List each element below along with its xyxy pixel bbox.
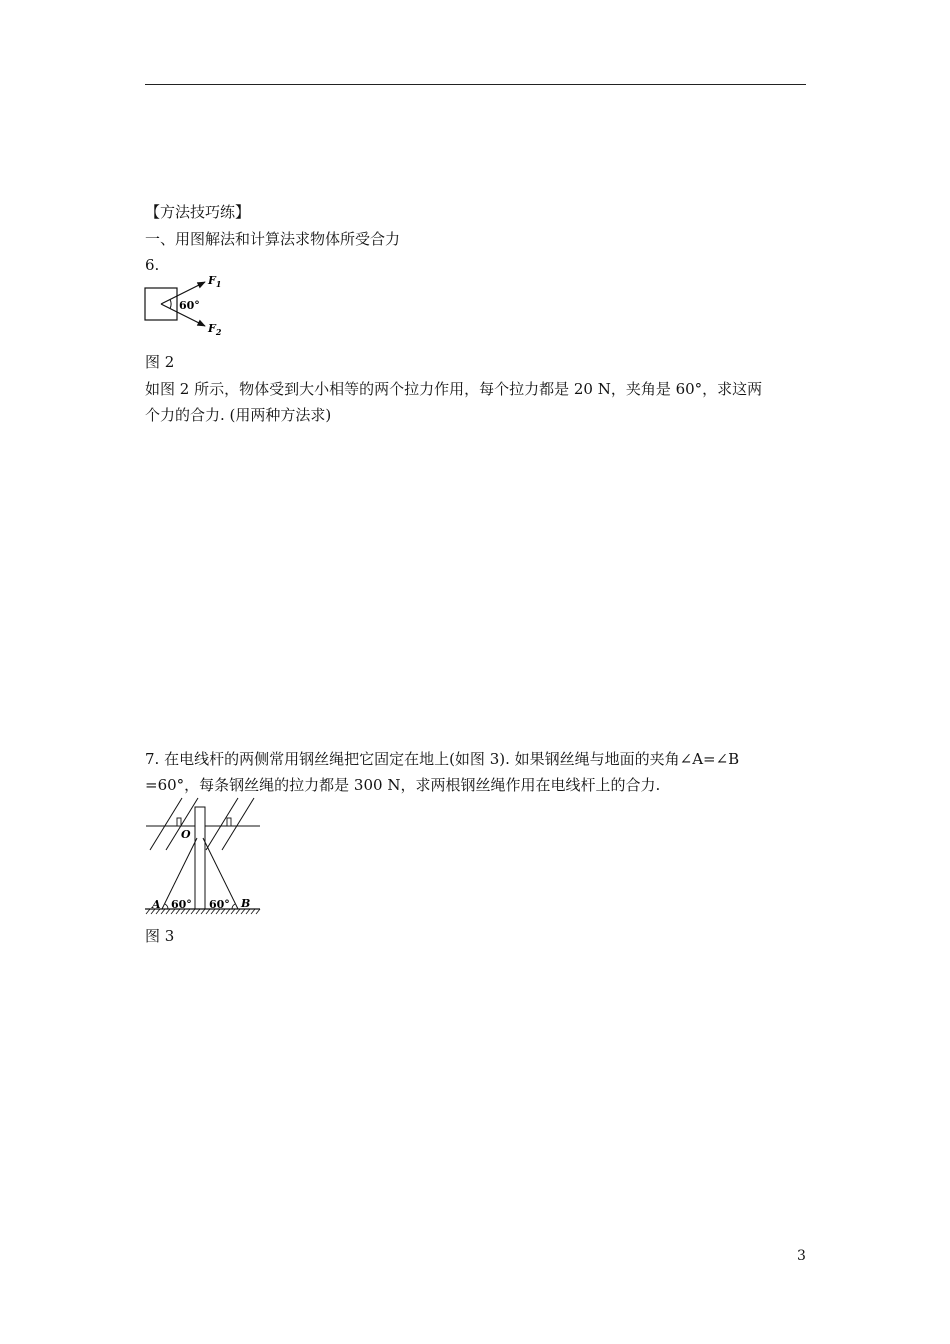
figure-3-caption: 图 3 <box>145 927 175 945</box>
angle-arc-a <box>165 904 168 909</box>
header-rule <box>145 84 806 85</box>
force-f1-label: $F_1$ <box>208 274 222 289</box>
angle-label: 60° <box>179 299 200 312</box>
utility-pole <box>195 807 205 909</box>
page-number: 3 <box>797 1248 806 1264</box>
point-o-label: O <box>181 828 191 841</box>
angle-arc <box>170 300 171 309</box>
point-a-label: A <box>152 898 161 911</box>
problem7-text-line1: 7. 在电线杆的两侧常用钢丝绳把它固定在地上(如图 3). 如果钢丝绳与地面的夹角∠A=∠B <box>145 750 740 768</box>
angle-a-label: 60° <box>171 898 192 911</box>
figure-3-pole-diagram <box>140 798 265 920</box>
figure-2-force-diagram <box>140 272 230 340</box>
problem6-text-line1: 如图 2 所示，物体受到大小相等的两个拉力作用，每个拉力都是 20 N，夹角是 60°，求这两 <box>145 380 763 398</box>
problem6-text-line2: 个力的合力. (用两种方法求) <box>145 406 332 424</box>
problem7-text-line2: =60°，每条钢丝绳的拉力都是 300 N，求两根钢丝绳作用在电线杆上的合力. <box>145 776 661 794</box>
section-title: 【方法技巧练】 <box>145 203 251 221</box>
problem6-number: 6. <box>145 256 160 274</box>
force-f2-label: $F_2$ <box>208 322 222 337</box>
point-b-label: B <box>241 897 251 910</box>
angle-b-label: 60° <box>209 898 230 911</box>
section-subtitle: 一、用图解法和计算法求物体所受合力 <box>145 230 401 248</box>
figure-2-caption: 图 2 <box>145 353 175 371</box>
angle-arc-b <box>232 904 235 909</box>
